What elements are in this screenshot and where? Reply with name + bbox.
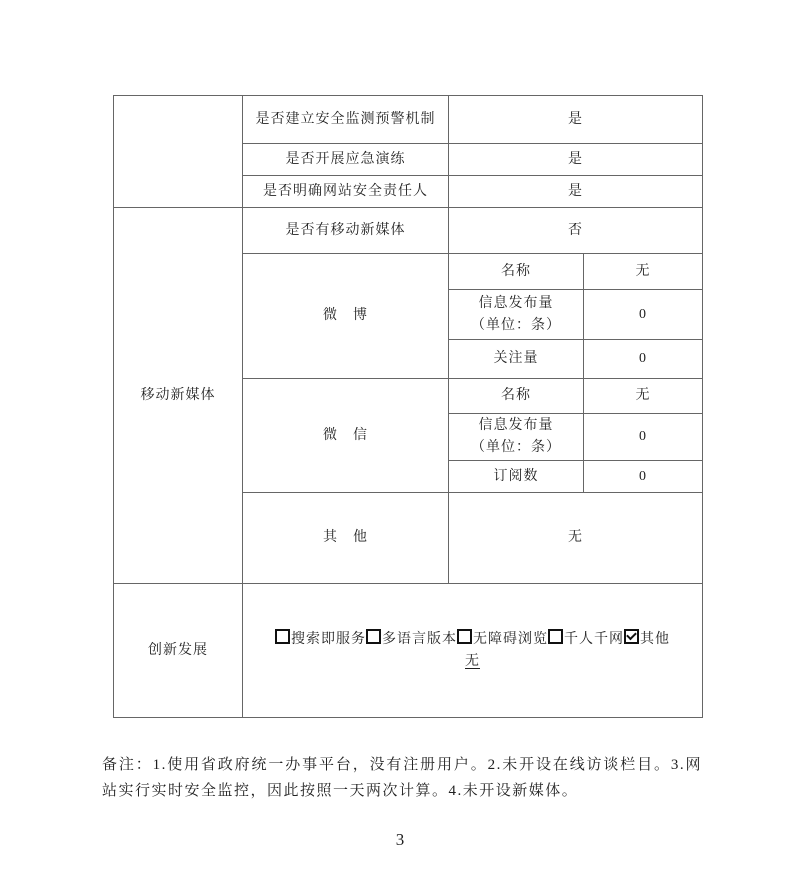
weixin-posts-label: [449, 414, 584, 461]
mobile-has-label: 是否有移动新媒体: [243, 208, 449, 254]
innovation-other-line: [247, 651, 698, 673]
checkbox-other-label: 其他: [640, 631, 670, 647]
mobile-other-label: 其 他: [243, 493, 449, 584]
page-number: 3: [395, 830, 405, 849]
weibo-name-label: 名称: [449, 254, 584, 290]
checkbox-search-service[interactable]: [275, 632, 366, 647]
checkbox-unchecked-icon: [548, 629, 563, 644]
checkbox-accessibility[interactable]: [457, 632, 548, 647]
innovation-options-cell: [243, 584, 703, 718]
weixin-name-label: 名称: [449, 379, 584, 414]
weibo-label: 微 博: [243, 254, 449, 379]
weixin-posts-value: 0: [584, 414, 703, 461]
security-answer-drill: 是: [449, 144, 703, 176]
security-answer-responsible: 是: [449, 176, 703, 208]
weixin-name-value: 无: [584, 379, 703, 414]
checkbox-other[interactable]: [624, 632, 670, 647]
notes-paragraph: 备注：1.使用省政府统一办事平台，没有注册用户。2.未开设在线访谈栏目。3.网站实行实时安全监控，因此按照一天两次计算。4.未开设新媒体。: [102, 757, 702, 799]
checkbox-qianrenqianwang-label: 千人千网: [564, 631, 624, 647]
checkbox-multilingual[interactable]: [366, 632, 457, 647]
section-label-mobile-media: 移动新媒体: [114, 208, 243, 584]
checkbox-unchecked-icon: [457, 629, 472, 644]
checkbox-unchecked-icon: [275, 629, 290, 644]
checkbox-unchecked-icon: [366, 629, 381, 644]
mobile-other-value: 无: [449, 493, 703, 584]
innovation-other-value: 无: [465, 653, 480, 669]
weibo-posts-value: 0: [584, 290, 703, 340]
weibo-followers-label: 关注量: [449, 340, 584, 379]
weixin-subscribers-value: 0: [584, 461, 703, 493]
innovation-options-line: [247, 629, 698, 651]
checkbox-multilingual-label: 多语言版本: [382, 631, 457, 647]
weibo-posts-label-line2: （单位：条）: [471, 317, 561, 333]
weixin-posts-label-line1: 信息发布量: [478, 418, 554, 433]
weibo-posts-label: [449, 290, 584, 340]
weixin-posts-label-line2: （单位：条）: [471, 440, 561, 455]
mobile-has-value: 否: [449, 208, 703, 254]
security-question-monitoring: 是否建立安全监测预警机制: [243, 96, 449, 144]
weixin-subscribers-label: 订阅数: [449, 461, 584, 493]
security-answer-monitoring: 是: [449, 96, 703, 144]
checkbox-accessibility-label: 无障碍浏览: [473, 631, 548, 647]
security-question-responsible: 是否明确网站安全责任人: [243, 176, 449, 208]
checkbox-qianrenqianwang[interactable]: [548, 632, 624, 647]
weixin-label: 微 信: [243, 379, 449, 493]
checkbox-search-service-label: 搜索即服务: [291, 631, 366, 647]
weibo-followers-value: 0: [584, 340, 703, 379]
security-question-drill: 是否开展应急演练: [243, 144, 449, 176]
weibo-posts-label-line1: 信息发布量: [478, 295, 554, 311]
section-cell-empty: [114, 96, 243, 208]
checkbox-checked-icon: [624, 629, 639, 644]
section-label-innovation: 创新发展: [114, 584, 243, 718]
report-table: [113, 95, 703, 718]
weibo-name-value: 无: [584, 254, 703, 290]
